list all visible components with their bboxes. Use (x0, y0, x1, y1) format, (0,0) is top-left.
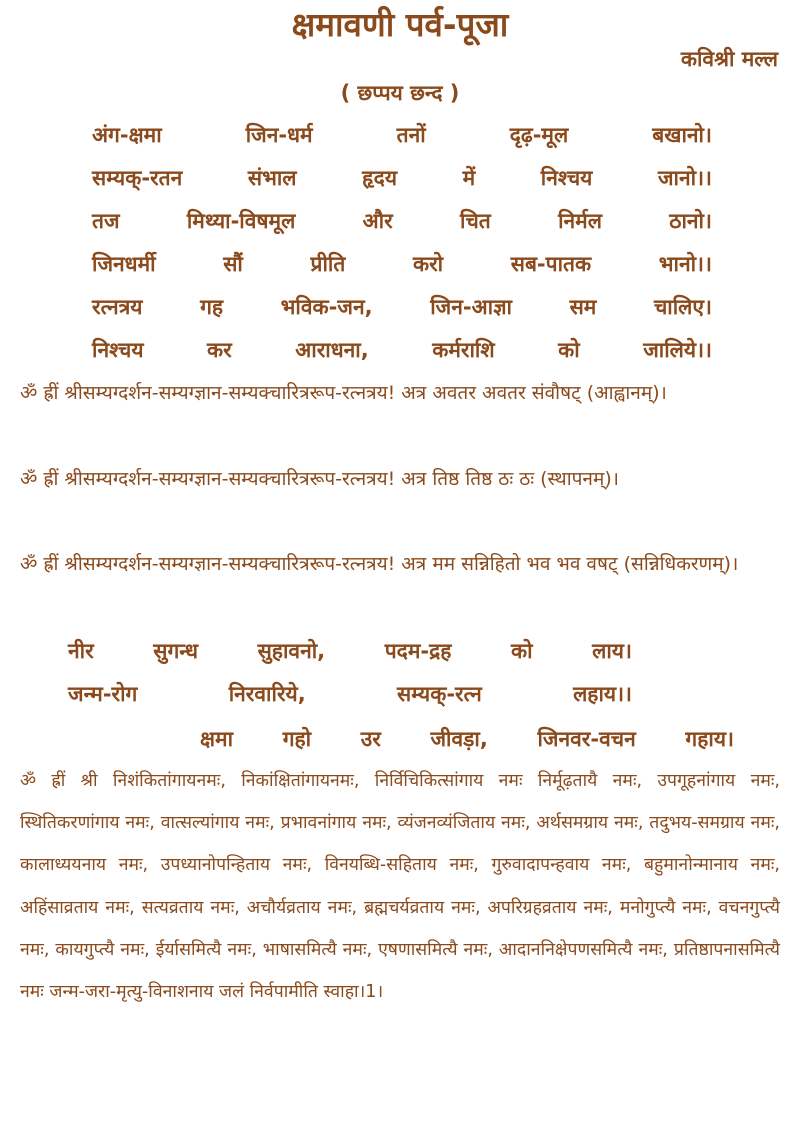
verse-word: गह (200, 295, 224, 319)
verse-word: लाय। (592, 639, 632, 663)
verse-line (92, 243, 712, 286)
verse-word: जानो।। (657, 166, 712, 190)
verse-word: निरवारिये, (228, 682, 306, 706)
installation-mantra: ॐ ह्रीं श्रीसम्यग्दर्शन-सम्यग्ज्ञान-सम्यक्चारित्ररूप-रत्नत्रय! अत्र तिष्ठ तिष्ठ ठः ठः (स्थापनम्)। (20, 468, 619, 490)
verse-line (68, 673, 632, 716)
verse-word: चित (460, 209, 491, 233)
verse-word: संभाल (247, 166, 297, 190)
author-credit: कविश्री मल्ल (680, 47, 778, 71)
verse-word: कर्मराशि (432, 338, 495, 362)
verse-word: और (362, 209, 393, 233)
invocation-mantra: ॐ ह्रीं श्रीसम्यग्दर्शन-सम्यग्ज्ञान-सम्यक्चारित्ररूप-रत्नत्रय! अत्र अवतर अवतर संवौषट् (आह्वानम्)। (20, 382, 667, 404)
verse-word: भविक-जन, (280, 295, 373, 319)
verse-word: निर्मल (558, 209, 602, 233)
verse-word: को (510, 639, 533, 663)
verse-line (92, 329, 712, 372)
verse-word: भानो।। (658, 252, 712, 276)
verse-word: जालिये।। (643, 338, 712, 362)
verse-word: रत्नत्रय (92, 295, 143, 319)
verse-word: अंग-क्षमा (92, 123, 162, 147)
verse-word: जिनधर्मी (92, 252, 156, 276)
verse-word: में (462, 166, 476, 190)
refrain-line (200, 718, 734, 761)
verse-word: को (558, 338, 580, 362)
verse-word: मिथ्या-विषमूल (186, 209, 296, 233)
verse-word: सुगन्ध (153, 639, 199, 663)
verse-word: जिनवर-वचन (537, 727, 636, 751)
meter-label: ( छप्पय छन्द ) (340, 81, 460, 105)
verse-word: जीवड़ा, (430, 727, 488, 751)
verse-word: आराधना, (295, 338, 369, 362)
verse-stanza-1 (92, 114, 712, 372)
verse-word: सुहावनो, (257, 639, 326, 663)
verse-word: क्षमा (200, 727, 234, 751)
verse-word: चालिए। (653, 295, 712, 319)
verse-word: जिन-आज्ञा (430, 295, 512, 319)
verse-word: गहो (282, 727, 312, 751)
verse-line (92, 200, 712, 243)
verse-word: उर (360, 727, 381, 751)
verse-word: गहाय। (685, 727, 734, 751)
verse-word: कर (207, 338, 232, 362)
verse-word: तज (92, 209, 120, 233)
verse-word: सम्यक्-रत्न (397, 682, 482, 706)
verse-line (92, 157, 712, 200)
water-offering-mantra: ॐ ह्रीं श्री निशंकितांगायनमः, निकांक्षितांगायनमः, निर्विचिकित्सांगाय नमः निर्मूढ़तायै नमः, उपगूहनांगाय नमः, स्थितिकरणांगाय नमः, वात्सल्यांगाय नमः, प्रभावनांगाय नमः, व्यंजनव्यंजिताय नमः, अर्थसमग्राय नमः, तदुभय-समग्राय नमः, कालाध्ययनाय नमः, उपध्यानोपन्हिताय नमः, विनयब्धि-सहिताय नमः, गुरुवादापन्हवाय नमः, बहुमानोन्मानाय नमः, अहिंसाव्रताय नमः, सत्यव्रताय नमः, अचौर्यव्रताय नमः, ब्रह्मचर्यव्रताय नमः, अपरिग्रहव्रताय नमः, मनोगुप्त्यै नमः, वचनगुप्त्यै नमः, कायगुप्त्यै नमः, ईर्यासमित्यै नमः, भाषासमित्यै नमः, एषणासमित्यै नमः, आदाननिक्षेपणसमित्यै नमः, प्रतिष्ठापनासमित्यै नमः जन्म-जरा-मृत्यु-विनाशनाय जलं निर्वपामीति स्वाहा।1। (20, 771, 780, 1003)
verse-word: निश्चय (92, 338, 144, 362)
verse-word: निश्चय (540, 166, 593, 190)
verse-word: तनों (396, 123, 426, 147)
verse-word: करो (412, 252, 444, 276)
verse-line (200, 718, 734, 761)
verse-word: सम (569, 295, 597, 319)
verse-stanza-2 (68, 630, 632, 716)
verse-line (68, 630, 632, 673)
verse-word: बखानो। (652, 123, 712, 147)
verse-word: हृदय (362, 166, 398, 190)
proximity-mantra: ॐ ह्रीं श्रीसम्यग्दर्शन-सम्यग्ज्ञान-सम्यक्चारित्ररूप-रत्नत्रय! अत्र मम सन्निहितो भव भव वषट् (सन्निधिकरणम्)। (20, 553, 739, 575)
verse-word: दृढ़-मूल (509, 123, 569, 147)
verse-line (92, 286, 712, 329)
verse-word: प्रीति (310, 252, 346, 276)
verse-word: ठानो। (669, 209, 712, 233)
verse-word: जन्म-रोग (68, 682, 138, 706)
verse-word: जिन-धर्म (245, 123, 313, 147)
verse-word: सब-पातक (510, 252, 592, 276)
verse-word: पदम-द्रह (384, 639, 452, 663)
verse-word: सम्यक्-रतन (92, 166, 183, 190)
verse-line (92, 114, 712, 157)
page-title: क्षमावणी पर्व-पूजा (291, 5, 509, 44)
verse-word: सौं (223, 252, 243, 276)
verse-word: लहाय।। (573, 682, 632, 706)
verse-word: नीर (68, 639, 94, 663)
